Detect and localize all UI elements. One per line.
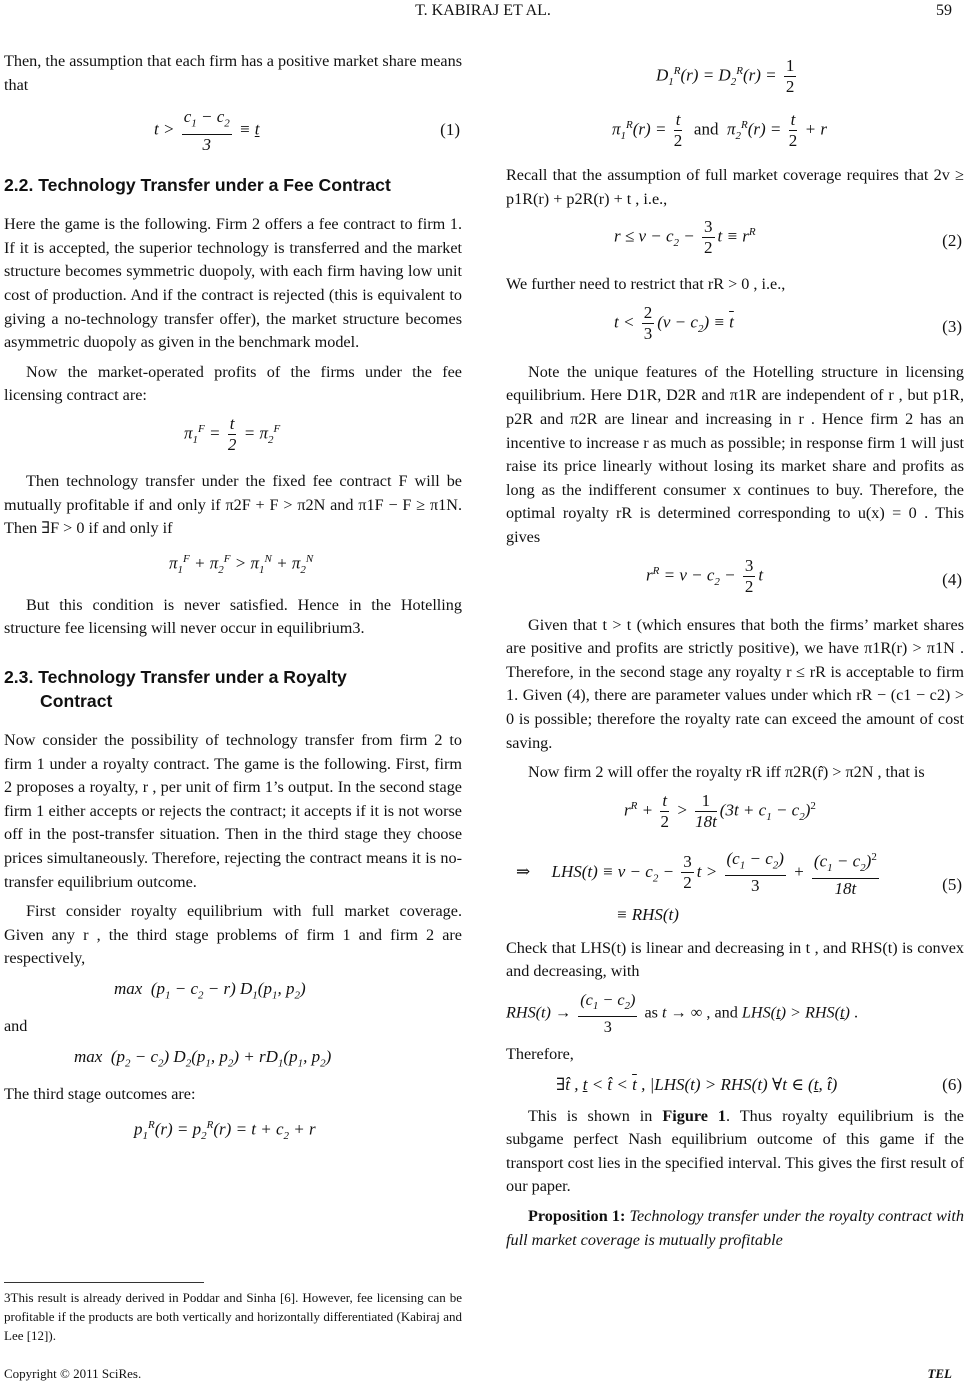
proposition: Proposition 1: Technology transfer under the royalty contract with full market coverage is mutually profitable <box>506 1207 964 1249</box>
equation-number: (2) <box>942 231 962 251</box>
page-number: 59 <box>936 2 952 19</box>
paragraph: Therefore, <box>506 1045 574 1064</box>
equation-firm2-problem: $\max (p_2 - c_2)$ $D_2(p_1$, $p_2) + rD_1(p_1$, $p_2$) <box>74 1046 332 1070</box>
equation-5b: ⇒ $LHS(t) \equiv v - c_2$ − $\frac{3}{2}$ t > $\frac{(c_1 - c_2)}{3}$ + $\frac{(c_1 - c_2)^2}{18t}$ (5) <box>506 847 964 895</box>
paragraph: Given that t > t (which ensures that both the firms’ market shares are positive and profits are strictly positive), we have π1R(r) > π1N . Therefore, in the second stage any royalty r ≤ rR is acceptable to firm 1. Given (4), there are parameter values under which rR − (c1 − c2) > 0 is possible; therefore the royalty rate can exceed the amount of cost saving. <box>506 615 964 752</box>
equation-6: ∃t̂ , t < t̂ < $\overline{t}$ , |LHS(t) > RHS(t) ∀t ∈ (t, t̂) (6) <box>506 1073 964 1097</box>
paragraph: Here the game is the following. Firm 2 offers a fee contract to firm 1. If it is accepted, the superior technology is transferred and the market structure becomes symmetric duopoly, with each firm having low unit cost of production. And if the contract is rejected (this is equivalent to giving a no-technology transfer offer), the market structure becomes asymmetric duopoly as given in the benchmark model. <box>4 215 462 352</box>
equation-2: $r \le v - c_2$ − $\frac{3}{2}$ $t \equiv r^R$ (2) <box>614 217 962 258</box>
journal-name: TEL <box>927 1366 952 1381</box>
proposition-label: Proposition 1: <box>528 1207 626 1226</box>
paragraph: Then, the assumption that each firm has a positive market share means that <box>4 52 462 94</box>
equation-fee-profits: $\pi_1^F$ = $\frac{t}{2}$ = $\pi_2^F$ <box>184 413 281 454</box>
equation-fee-condition: $\pi_1^F + \pi_2^F > \pi_1^N + \pi_2^N$ <box>169 552 314 576</box>
equation-royalty-profits: $\pi_1^R(r)$ = $\frac{t}{2}$ and $\pi_2^R(r)$ = $\frac{t}{2}$ + r <box>612 110 827 150</box>
right-column <box>506 50 964 1258</box>
footnote: 3This result is already derived in Poddar and Sinha [6]. However, fee licensing can be profitable if the products are both vertically and horizontally differentiated (Kabiraj and Lee [12]). <box>4 1290 462 1343</box>
paragraph: RHS(t) → $\frac{(c_1 - c_2)}{3}$ as t → ∞ , and LHS(t) > RHS(t) . <box>506 990 859 1037</box>
paragraph: Check that LHS(t) is linear and decreasing in t , and RHS(t) is convex and decreasing, with <box>506 938 964 981</box>
equation-1: t > $\frac{c_1 - c_2}{3}$ ≡ t (1) <box>154 107 460 154</box>
equation-firm1-problem: $\max (p_1 - c_2 - r)$ $D_1(p_1$, $p_2$) <box>114 978 306 1002</box>
equation-number: (1) <box>440 120 460 140</box>
paragraph: Now consider the possibility of technology transfer from firm 2 to firm 1 under a royalty contract. The game is the following. First, firm 2 proposes a royalty, r , per unit of firm 1’s output. In the second stage firm 1 either accepts or rejects the contract; it accepts if it is not worse off in the post-transfer situation. Then in the third stage they choose prices simultaneously. Therefore, rejecting the contract means it is no-transfer equilibrium outcome. <box>4 730 462 891</box>
paragraph: Note the unique features of the Hotelling structure in licensing equilibrium. Here D1R, D2R and π1R are independent of r , but p1R, p2R and π2R are linear and increasing in r . Hence firm 2 has an incentive to increase r as much as possible; in response firm 1 will just raise its price linearly without losing its market share and profits as long as the indifferent consumer x continues to buy. Therefore, the optimal royalty rR is determined corresponding to u(x) = 0 . This gives <box>506 362 964 546</box>
equation-third-stage-prices: $p_1^R(r) = p_2^R(r) = t + c_2 + r$ <box>134 1118 316 1142</box>
equation-number: (5) <box>942 875 962 895</box>
heading-line-1: 2.3. Technology Transfer under a Royalty <box>4 666 347 687</box>
equation-4: $r^R = v - c_2$ − $\frac{3}{2}$ t (4) <box>646 555 962 596</box>
equation-5c: ≡ RHS(t) <box>616 904 679 924</box>
equation-number: (4) <box>942 569 962 589</box>
paragraph: This is shown in Figure 1. Thus royalty equilibrium is the subgame perfect Nash equilibrium outcome of this game if the transport cost lies in the specified interval. This gives the first result of our paper. <box>506 1106 964 1196</box>
copyright: Copyright © 2011 SciRes. <box>4 1366 142 1381</box>
equation-number: (6) <box>942 1074 962 1094</box>
equation-3: t < $\frac{2}{3}$ $(v - c_2) \equiv \overline{t}$ (3) <box>614 302 962 343</box>
section-heading-2-2: 2.2. Technology Transfer under a Fee Contract <box>4 175 391 196</box>
paragraph: Now firm 2 will offer the royalty rR iff π2R(r̂) > π2N , that is <box>528 763 925 782</box>
footnote-rule <box>4 1282 204 1283</box>
left-column <box>4 50 462 1156</box>
paragraph: First consider royalty equilibrium with full market coverage. Given any r , the third stage problems of firm 1 and firm 2 are respectively, <box>4 902 462 968</box>
equation-5a: $r^R$ + $\frac{t}{2}$ > $\frac{1}{18t}$ $(3t + c_1 - c_2)^2$ <box>624 790 816 831</box>
equation-number: (3) <box>942 316 962 336</box>
paragraph: We further need to restrict that rR > 0 , i.e., <box>506 275 786 294</box>
paragraph: Now the market-operated profits of the firms under the fee licensing contract are: <box>4 362 462 405</box>
heading-line-2: Contract <box>40 690 113 711</box>
running-header: T. KABIRAJ ET AL. <box>415 2 551 19</box>
paragraph: Recall that the assumption of full market coverage requires that 2v ≥ p1R(r) + p2R(r) + t , i.e., <box>506 166 964 208</box>
paragraph: But this condition is never satisfied. Hence in the Hotelling structure fee licensing will never occur in equilibrium3. <box>4 595 462 638</box>
equation-demand: $D_1^R(r) = D_2^R(r)$ = $\frac{1}{2}$ <box>656 56 795 96</box>
section-heading-2-3 <box>4 665 462 713</box>
paragraph: Then technology transfer under the fixed fee contract F will be mutually profitable if and only if π2F + F > π2N and π1F − F ≥ π1N. Then ∃F > 0 if and only if <box>4 471 462 538</box>
paragraph: The third stage outcomes are: <box>4 1085 196 1104</box>
connector-text: and <box>4 1017 28 1036</box>
figure-reference[interactable]: Figure 1 <box>662 1106 726 1125</box>
